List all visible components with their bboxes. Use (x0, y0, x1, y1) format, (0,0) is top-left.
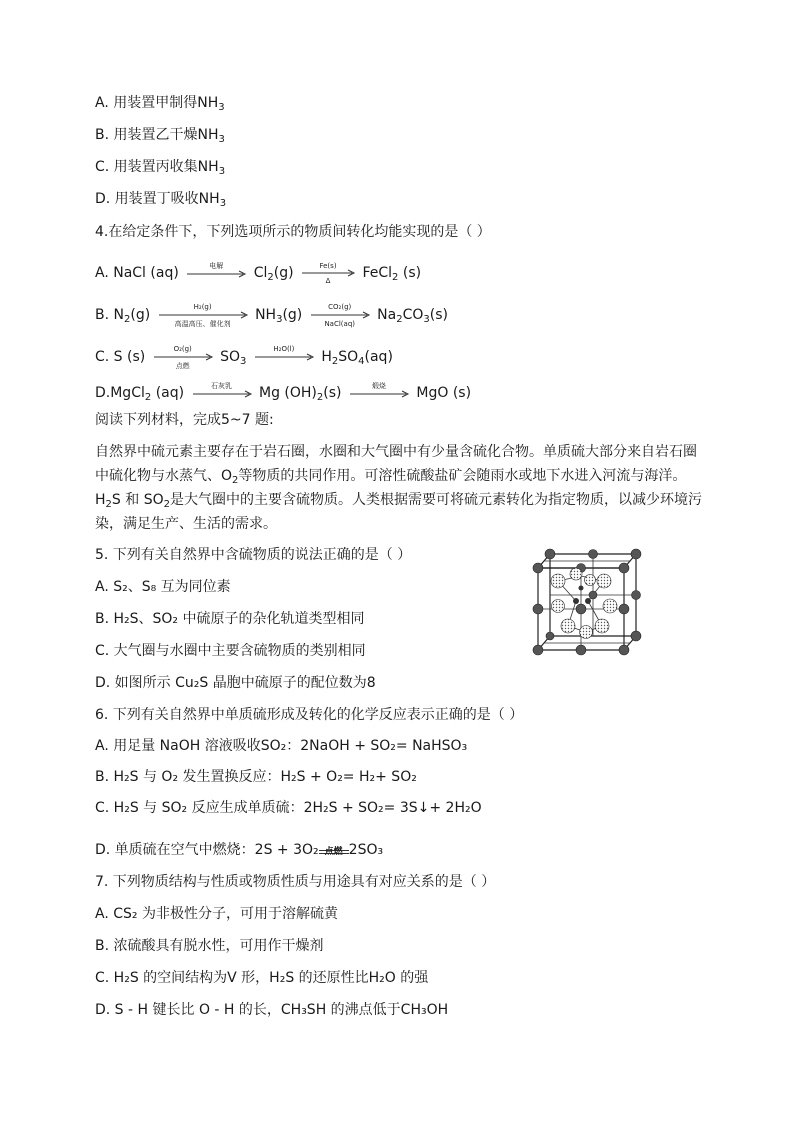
q7-option-b: B. 浓硫酸具有脱水性，可用作干燥剂 (95, 938, 324, 954)
reaction-arrow: 煅烧 (348, 384, 410, 402)
q5-option-b: B. H₂S、SO₂ 中硫原子的杂化轨道类型相同 (95, 611, 365, 627)
q4-option-a: A. NaCl (aq) 电解 $Cl_2(g)$ Fe(s) Δ FeCl$_2$ (s) (95, 262, 422, 285)
reading-passage: 自然界中硫元素主要存在于岩石圈，水圈和大气圈中有少量含硫化合物。单质硫大部分来自岩石圈中硫化物与水蒸气、$O_2$等物质的共同作用。可溶性硫酸盐矿会随雨水或地下水进入河流与海洋。$H_2S$ 和 $SO_2$是大气圈中的主要含硫物质。人类根据需要可将硫元素转化为指定物质，以减少环境污染，满足生产、生活的需求。 (95, 444, 702, 532)
q6-option-c: C. H₂S 与 SO₂ 反应生成单质硫：2H₂S + SO₂= 3S↓+ 2H₂O (95, 800, 482, 816)
reaction-arrow: 石灰乳 (191, 384, 253, 402)
q5-option-a: A. S₂、S₈ 互为同位素 (95, 579, 231, 595)
q7-option-a: A. CS₂ 为非极性分子，可用于溶解硫黄 (95, 906, 338, 922)
q6-option-b: B. H₂S 与 O₂ 发生置换反应：H₂S + O₂= H₂+ SO₂ (95, 769, 417, 785)
reaction-arrow: H₂O(l) (253, 347, 315, 367)
q3-option-a: A. 用装置甲制得$NH_3$ (95, 95, 225, 113)
q7-stem: 7. 下列物质结构与性质或物质性质与用途具有对应关系的是（ ） (95, 874, 496, 890)
reading-intro: 阅读下列材料，完成5~7 题: (95, 412, 274, 428)
q7-option-c: C. H₂S 的空间结构为V 形，H₂S 的还原性比H₂O 的强 (95, 970, 429, 986)
q3-option-c: C. 用装置丙收集$NH_3$ (95, 159, 226, 177)
reaction-arrow: H₂(g) 高温高压、催化剂 (157, 305, 249, 325)
reaction-arrow: CO₂(g) NaCl(aq) (309, 305, 371, 325)
q5-option-d: D. 如图所示 Cu₂S 晶胞中硫原子的配位数为8 (95, 675, 376, 691)
reaction-arrow: Fe(s) Δ (300, 264, 356, 282)
q6-option-d: D. 单质硫在空气中燃烧：2S + 3O₂ 点燃 2SO₃ (95, 842, 384, 858)
reaction-arrow: O₂(g) 点燃 (152, 347, 214, 367)
q4-option-d: D.MgCl$_2$ (aq) 石灰乳 Mg $(OH)_2(s)$ 煅烧 MgO (s) (95, 382, 472, 403)
q5-option-c: C. 大气圈与水圈中主要含硫物质的类别相同 (95, 643, 366, 659)
reaction-arrow: 电解 (185, 264, 247, 282)
q4-stem: 4.在给定条件下，下列选项所示的物质间转化均能实现的是（ ） (95, 224, 491, 240)
q4-option-b: B. $N_2(g)$ H₂(g) 高温高压、催化剂 $NH_3(g)$ CO₂(g) NaCl(aq) $Na_2CO_3(s)$ (95, 303, 448, 328)
q7-option-d: D. S - H 键长比 O - H 的长，CH₃SH 的沸点低于CH₃OH (95, 1002, 449, 1018)
q6-option-a: A. 用足量 NaOH 溶液吸收SO₂：2NaOH + SO₂= NaHSO₃ (95, 738, 468, 754)
q4-option-c: C. S (s) O₂(g) 点燃 $SO_3$ H₂O(l) $H_2SO_4(aq)$ (95, 345, 393, 370)
q3-option-b: B. 用装置乙干燥$NH_3$ (95, 127, 225, 145)
q5-stem: 5. 下列有关自然界中含硫物质的说法正确的是（ ） (95, 547, 412, 563)
q6-stem: 6. 下列有关自然界中单质硫形成及转化的化学反应表示正确的是（ ） (95, 707, 524, 723)
q3-option-d: D. 用装置丁吸收$NH_3$ (95, 191, 227, 209)
cu2s-unit-cell-figure (528, 546, 644, 658)
